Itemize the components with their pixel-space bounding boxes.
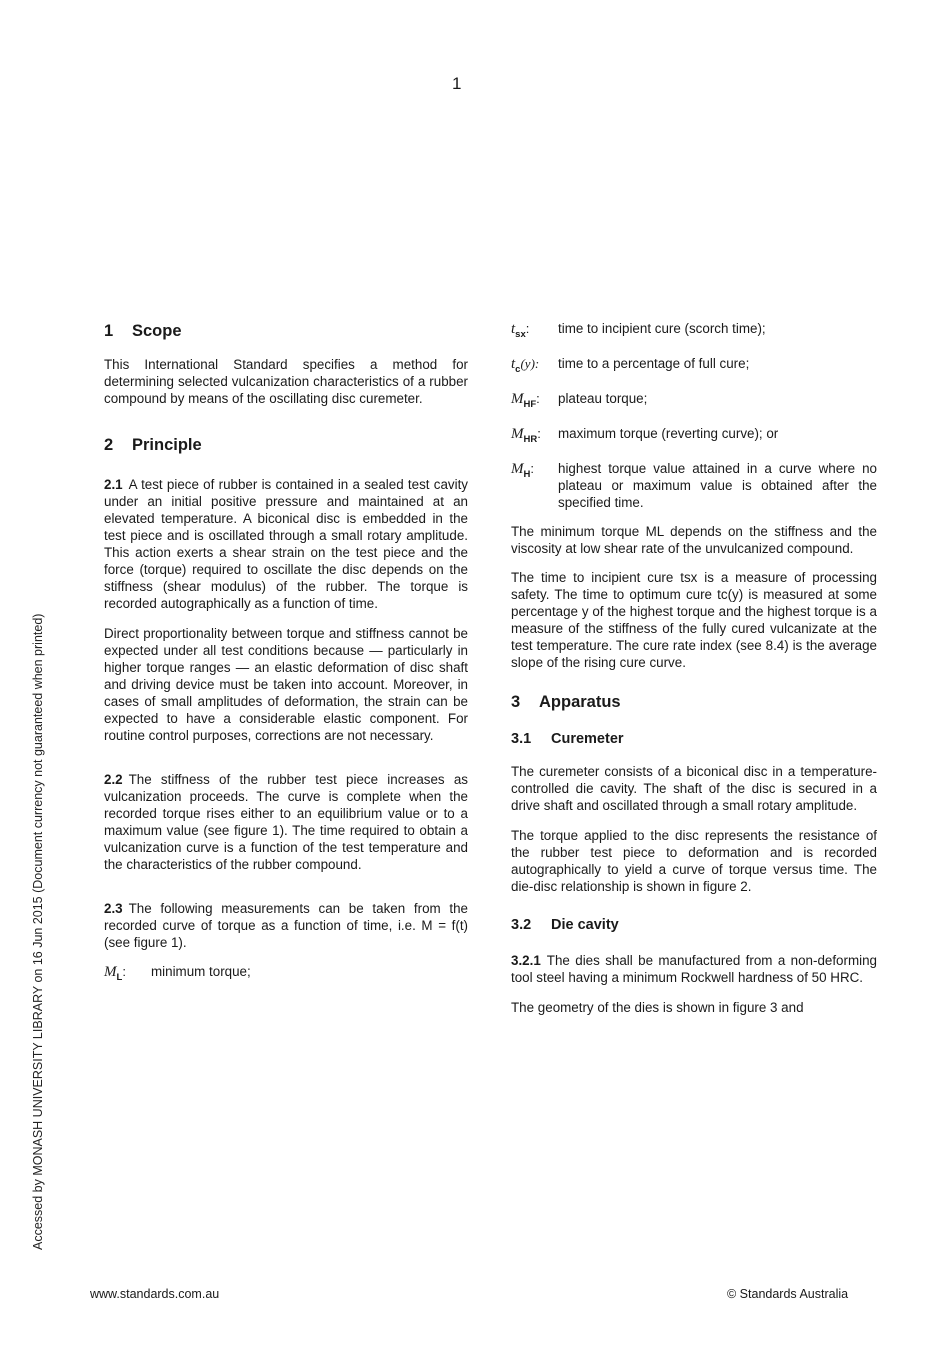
measurement-item	[511, 320, 877, 343]
footer-website: www.standards.com.au	[90, 1287, 220, 1301]
clause-2-2: 2.2 The stiffness of the rubber test piece increases as vulcanization proceeds. The curve is complete when the recorded torque rises either to an equilibrium value or to a maximum value (see figure 1). The time required to obtain a vulcanization curve is a function of the test temperature and the characteristics of the rubber compound.	[104, 772, 468, 872]
die-geometry-paragraph: The geometry of the dies is shown in figure 3 and	[511, 1000, 804, 1015]
measurement-definition: maximum torque (reverting curve); or	[558, 426, 779, 441]
measurement-symbol: $M_{HR}$:	[511, 426, 541, 445]
measurement-item	[104, 963, 468, 986]
measurement-item	[511, 355, 877, 378]
right-column	[511, 320, 877, 1016]
measurement-definition: plateau torque;	[558, 391, 648, 406]
measurement-item	[511, 460, 877, 511]
measurement-definition: minimum torque;	[151, 964, 251, 979]
minimum-torque-paragraph: The minimum torque ML depends on the stiffness and the viscosity at low shear rate of the unvulcanized compound.	[511, 524, 877, 556]
clause-2-1: 2.1 A test piece of rubber is contained in a sealed test cavity under an initial positive pressure and maintained at an elevated temperature. A biconical disc is embedded in the test piece and is oscillated through a small rotary amplitude. This action exerts a shear strain on the test piece and the force (torque) required to oscillate the disc depends on the stiffness (shear modulus) of the rubber. The torque is recorded autographically as a function of time.	[104, 477, 468, 611]
section-heading-scope: 1 Scope	[104, 322, 182, 340]
measurement-symbol: $t_{sx}$:	[511, 321, 530, 340]
measurement-symbol: $M_{HF}$:	[511, 391, 540, 410]
subsection-heading-die-cavity: 3.2 Die cavity	[511, 917, 619, 933]
page-number: 1	[452, 74, 462, 93]
clause-3-2-1: 3.2.1 The dies shall be manufactured from a non-deforming tool steel having a minimum Rockwell hardness of 50 HRC.	[511, 953, 877, 985]
measurement-item	[511, 390, 877, 413]
measurement-definition: time to a percentage of full cure;	[558, 356, 750, 371]
scorch-time-paragraph: The time to incipient cure tsx is a measure of processing safety. The time to optimum cure tc(y) is measured at some percentage y of the highest torque and the highest torque is a measure of the stiffness of the fully cured vulcanizate at the test temperature. The cure rate index (see 8.4) is the average slope of the rising cure curve.	[511, 570, 877, 670]
scope-text: This International Standard specifies a method for determining selected vulcanization characteristics of a rubber compound by means of the oscillating disc curemeter.	[104, 357, 468, 406]
clause-2-3: 2.3 The following measurements can be taken from the recorded curve of torque as a function of time, i.e. M = f(t) (see figure 1).	[104, 901, 468, 950]
measurement-symbol: $M_L$:	[104, 964, 126, 983]
subsection-heading-curemeter: 3.1 Curemeter	[511, 731, 624, 747]
section-heading-principle: 2 Principle	[104, 436, 202, 454]
access-watermark: Accessed by MONASH UNIVERSITY LIBRARY on 16 Jun 2015 (Document currency not guaranteed when printed)	[31, 613, 45, 1250]
section-heading-apparatus: 3 Apparatus	[511, 693, 621, 711]
measurement-definition: time to incipient cure (scorch time);	[558, 321, 766, 336]
measurement-item	[511, 425, 877, 448]
footer-copyright: © Standards Australia	[727, 1287, 849, 1301]
curemeter-paragraph-1: The curemeter consists of a biconical disc in a temperature-controlled die cavity. The shaft of the disc is secured in a drive shaft and oscillated through a small rotary amplitude.	[511, 764, 877, 813]
measurement-symbol: $M_H$:	[511, 461, 534, 480]
curemeter-paragraph-2: The torque applied to the disc represents the resistance of the rubber test piece to deformation and is recorded autographically to yield a curve of torque versus time. The die-disc relationship is shown in figure 2.	[511, 828, 877, 894]
clause-2-1-para2: Direct proportionality between torque and stiffness cannot be expected under all test conditions because — particularly in higher torque ranges — an elastic deformation of disc shaft and driving device must be taken into account. Moreover, in cases of small amplitudes of deformation, the strain can be expected to have a considerable elastic component. For routine control purposes, corrections are not necessary.	[104, 626, 468, 743]
measurement-symbol: $t_c(y)$:	[511, 356, 540, 375]
left-column	[104, 320, 468, 986]
measurement-definition: highest torque value attained in a curve where no plateau or maximum value is obtained after the specified time.	[558, 461, 877, 510]
